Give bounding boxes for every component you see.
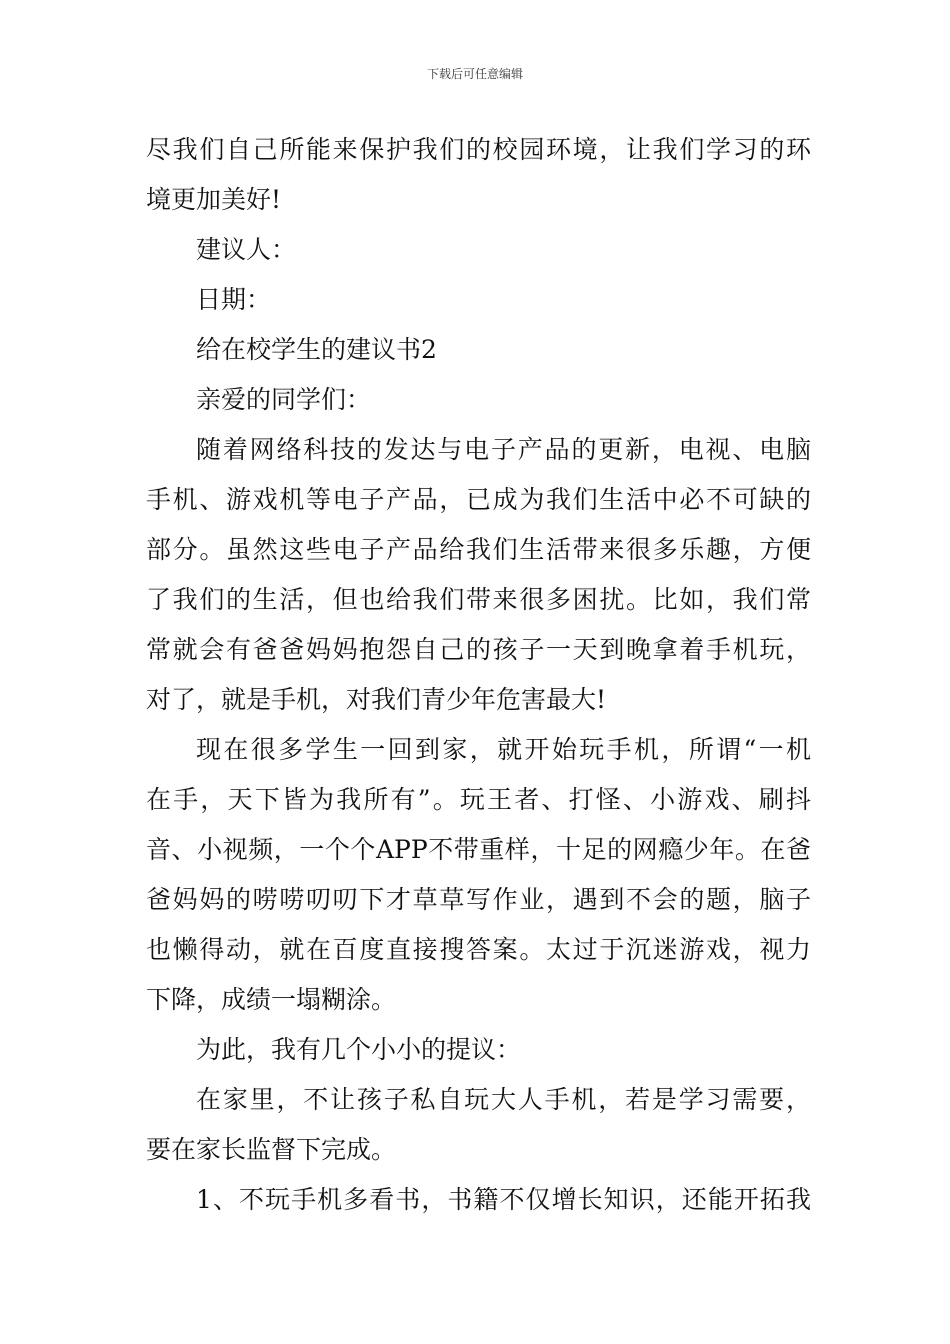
text-line: 为此，我有几个小小的提议：: [196, 1035, 522, 1064]
text-line: 对了，就是手机，对我们青少年危害最大!: [146, 685, 607, 714]
page-header: 下载后可任意编辑: [426, 67, 523, 81]
text-line: 在家里，不让孩子私自玩大人手机，若是学习需要，: [196, 1085, 811, 1114]
text-line: 了我们的生活，但也给我们带来很多困扰。比如，我们常: [146, 585, 811, 614]
text-line: 手机、游戏机等电子产品，已成为我们生活中必不可缺的: [146, 485, 811, 514]
text-line: 也懒得动，就在百度直接搜答案。太过于沉迷游戏，视力: [146, 935, 811, 964]
text-line: 爸妈妈的唠唠叨叨下才草草写作业，遇到不会的题，脑子: [146, 885, 811, 914]
text-line: 1、不玩手机多看书，书籍不仅增长知识，还能开拓我: [196, 1185, 811, 1214]
text-line: 部分。虽然这些电子产品给我们生活带来很多乐趣，方便: [146, 535, 811, 564]
text-line: 在手，天下皆为我所有”。玩王者、打怪、小游戏、刷抖: [146, 785, 811, 814]
salutation: 亲爱的同学们：: [196, 385, 372, 414]
signature-label: 建议人：: [196, 235, 297, 264]
text-line: 下降，成绩一塌糊涂。: [146, 985, 397, 1014]
text-line: 随着网络科技的发达与电子产品的更新，电视、电脑: [196, 435, 811, 464]
section-title: 给在校学生的建议书2: [196, 335, 437, 364]
text-line: 要在家长监督下完成。: [146, 1135, 397, 1164]
date-label: 日期：: [196, 285, 272, 314]
document-body: [146, 125, 811, 1225]
text-line: 现在很多学生一回到家，就开始玩手机，所谓“一机: [196, 735, 811, 764]
text-line: 音、小视频，一个个APP不带重样，十足的网瘾少年。在爸: [146, 835, 811, 864]
text-line: 尽我们自己所能来保护我们的校园环境，让我们学习的环: [146, 135, 811, 164]
text-line: 常就会有爸爸妈妈抱怨自己的孩子一天到晚拿着手机玩，: [146, 635, 811, 664]
text-line: 境更加美好!: [146, 185, 282, 214]
